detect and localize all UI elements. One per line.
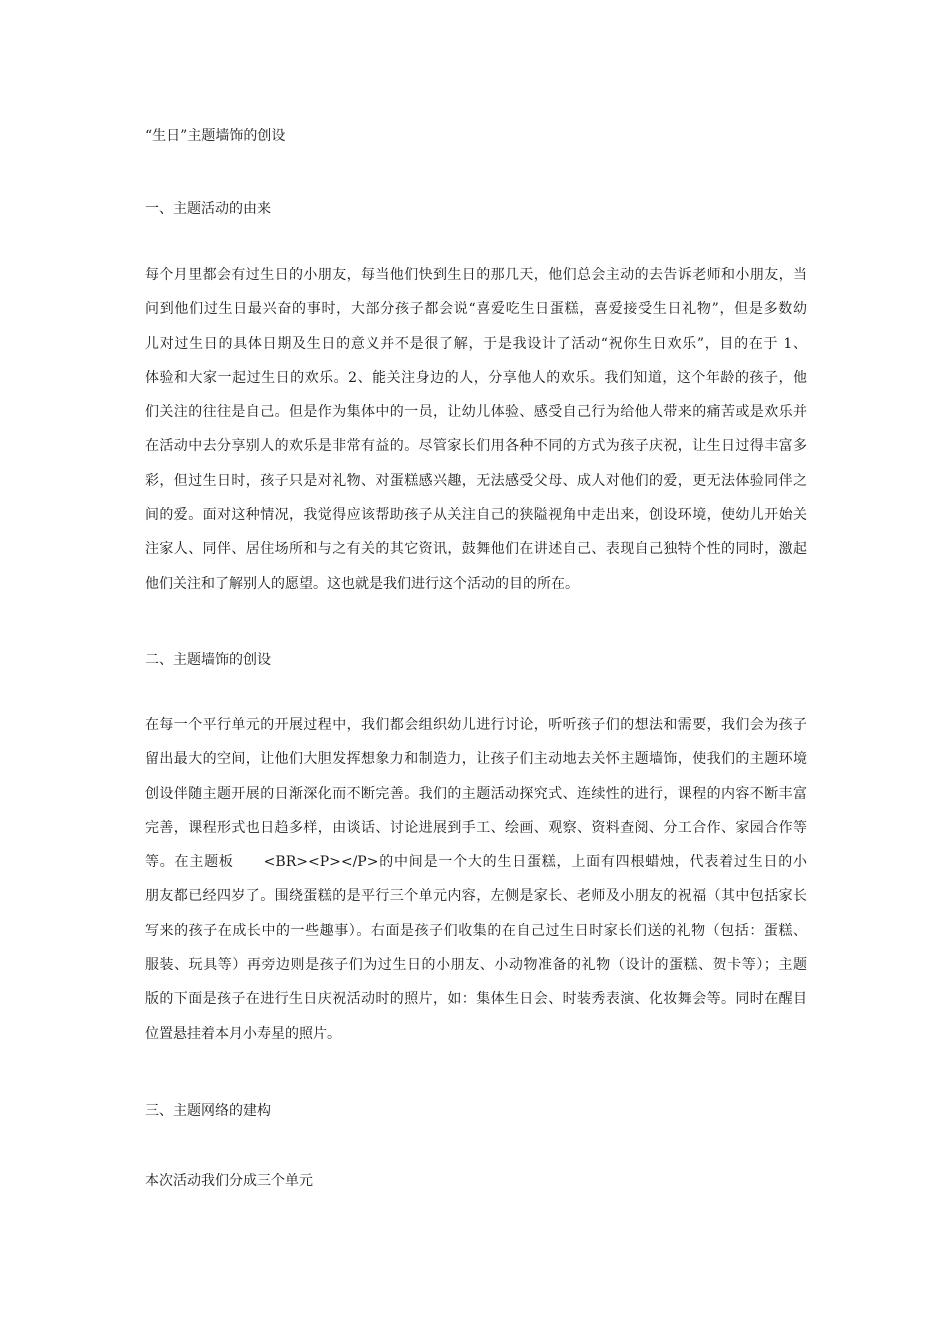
section-heading-2: 二、主题墙饰的创设 bbox=[145, 652, 271, 668]
paragraph-line: 版的下面是孩子在进行生日庆祝活动时的照片，如：集体生日会、时装秀表演、化妆舞会等。同时在醒目 bbox=[145, 991, 807, 1008]
section-1-paragraph bbox=[145, 258, 807, 601]
paragraph-line: 在活动中去分享别人的欢乐是非常有益的。尽管家长们用各种不同的方式为孩子庆祝，让生日过得丰富多 bbox=[145, 438, 807, 455]
section-3-paragraph: 本次活动我们分成三个单元 bbox=[145, 1173, 313, 1189]
paragraph-line: 问到他们过生日最兴奋的事时，大部分孩子都会说“喜爱吃生日蛋糕，喜爱接受生日礼物”，但是多数幼 bbox=[145, 301, 807, 318]
paragraph-line-with-tag bbox=[145, 845, 807, 879]
raw-html-tag-text: <BR><P></P> bbox=[263, 854, 379, 871]
section-2-paragraph bbox=[145, 708, 807, 1051]
paragraph-line: 写来的孩子在成长中的一些趣事）。右面是孩子们收集的在自己过生日时家长们送的礼物（包括：蛋糕、 bbox=[145, 922, 807, 939]
paragraph-line: 创设伴随主题开展的日渐深化而不断完善。我们的主题活动探究式、连续性的进行，课程的内容不断丰富 bbox=[145, 785, 807, 802]
paragraph-line: 留出最大的空间，让他们大胆发挥想象力和制造力，让孩子们主动地去关怀主题墙饰，使我们的主题环境 bbox=[145, 751, 807, 768]
line-prefix: 等。在主题板 bbox=[145, 854, 234, 871]
paragraph-line: 他们关注和了解别人的愿望。这也就是我们进行这个活动的目的所在。 bbox=[145, 575, 579, 592]
paragraph-line: 服装、玩具等）再旁边则是孩子们为过生日的小朋友、小动物准备的礼物（设计的蛋糕、贺卡等）；主题 bbox=[145, 957, 807, 974]
line-suffix: 的中间是一个大的生日蛋糕，上面有四根蜡烛，代表着过生日的小 bbox=[378, 854, 808, 871]
paragraph-line: 间的爱。面对这种情况，我觉得应该帮助孩子从关注自己的狭隘视角中走出来，创设环境，使幼儿开始关 bbox=[145, 507, 807, 524]
paragraph-line: 体验和大家一起过生日的欢乐。2、能关注身边的人，分享他人的欢乐。我们知道，这个年龄的孩子，他 bbox=[145, 369, 807, 386]
section-heading-3: 三、主题网络的建构 bbox=[145, 1103, 271, 1119]
paragraph-line: 注家人、同伴、居住场所和与之有关的其它资讯，鼓舞他们在讲述自己、表现自己独特个性的同时，激起 bbox=[145, 541, 807, 558]
paragraph-line: 朋友都已经四岁了。围绕蛋糕的是平行三个单元内容，左侧是家长、老师及小朋友的祝福（其中包括家长 bbox=[145, 888, 807, 905]
paragraph-line: 位置悬挂着本月小寿星的照片。 bbox=[145, 1025, 341, 1042]
paragraph-line: 完善，课程形式也日趋多样，由谈话、讨论进展到手工、绘画、观察、资料查阅、分工合作、家园合作等 bbox=[145, 819, 807, 836]
section-heading-1: 一、主题活动的由来 bbox=[145, 201, 271, 217]
paragraph-line: 在每一个平行单元的开展过程中，我们都会组织幼儿进行讨论，听听孩子们的想法和需要，我们会为孩子 bbox=[145, 717, 807, 733]
paragraph-line: 们关注的往往是自己。但是作为集体中的一员，让幼儿体验、感受自己行为给他人带来的痛苦或是欢乐并 bbox=[145, 404, 807, 421]
document-title: “生日”主题墙饰的创设 bbox=[145, 128, 286, 144]
paragraph-line: 彩，但过生日时，孩子只是对礼物、对蛋糕感兴趣，无法感受父母、成人对他们的爱，更无法体验同伴之 bbox=[145, 472, 807, 489]
paragraph-line: 每个月里都会有过生日的小朋友，每当他们快到生日的那几天，他们总会主动的去告诉老师和小朋友，当 bbox=[145, 267, 807, 283]
paragraph-line: 儿对过生日的具体日期及生日的意义并不是很了解，于是我设计了活动“祝你生日欢乐”，目的在于 1、 bbox=[145, 335, 807, 352]
